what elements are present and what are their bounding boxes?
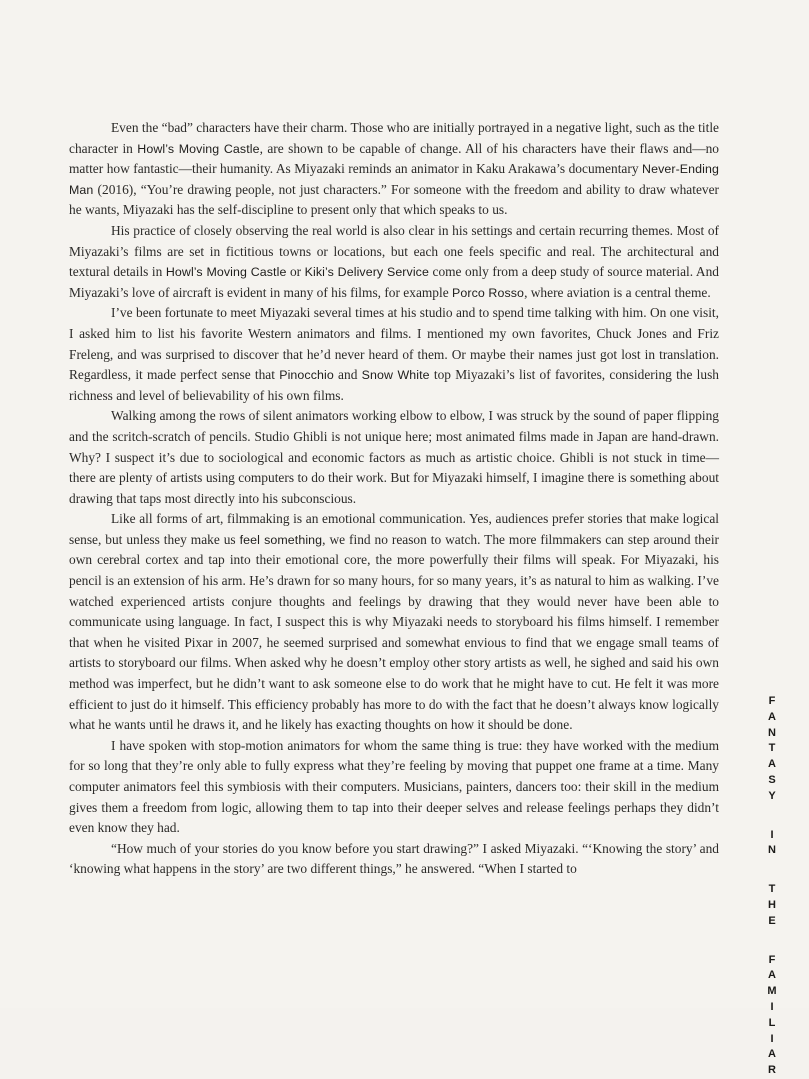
text-run: top Miyazaki’s list of favorites, considering the lush richness and level of believability of his own films.: [69, 367, 719, 403]
running-head: [755, 694, 789, 1077]
paragraph: [69, 736, 719, 839]
paragraph: [69, 839, 719, 880]
running-head-letter: F: [768, 695, 776, 707]
text-run: I have spoken with stop-motion animators for whom the same thing is true: they have worked with the medium for so long that they’re only able to fully express what they’re feeling by moving that puppet one frame at a time. Many computer animators feel this symbiosis with their computers. Musicians, painters, dancers too: their skill in the medium gives them a freedom from logic, allowing them to tap into their deeper selves and release feelings perhaps they didn’t even know they had.: [69, 737, 719, 836]
text-run: come only from a deep study of source material. And Miyazaki’s love of aircraft is evident in many of his films, for example: [69, 264, 719, 300]
body-text: [69, 118, 719, 880]
running-head-letter: L: [768, 1016, 776, 1029]
text-run: “How much of your stories do you know before you start drawing?” I asked Miyazaki. “‘Knowing the story’ and ‘knowing what happens in the story’ are two different things,” he answered. “When I started to: [69, 840, 719, 877]
running-head-letter: T: [768, 883, 776, 896]
text-run: and: [333, 367, 362, 383]
running-head-letter: A: [768, 1048, 776, 1061]
paragraph: [69, 221, 719, 303]
running-head-word: [768, 694, 776, 805]
work-title: Snow White: [361, 368, 430, 383]
running-head-letter: E: [768, 914, 776, 927]
text-run: or: [286, 264, 305, 280]
work-title: feel something: [239, 532, 323, 547]
running-head-letter: I: [770, 1000, 774, 1013]
text-run: , we find no reason to watch. The more filmmakers can step around their own cerebral cortex and tap into their emotional core, the more powerfully their films will speak. For Miyazaki, his pencil is an extension of his arm. He’s drawn for so many hours, for so many years, it’s as natural to him as walking. I’ve watched experienced artists conjure thoughts and feelings by drawing that they would never have been able to communicate using language. In fact, I suspect this is why Miyazaki needs to storyboard his films himself. I remember that when he visited Pixar in 2007, he seemed surprised and somewhat envious to find that we engage small teams of artists to storyboard our films. When asked why he doesn’t employ other story artists as well, he sighed and said his own method was imperfect, but he didn’t want to ask someone else to do work that he might have to cut. He felt it was more efficient to just do it himself. This efficiency probably has more to do with the fact that he doesn’t always know logically what he wants until he draws it, and he likely has exacting thoughts on how it should be done.: [69, 531, 720, 733]
running-head-letter: I: [770, 828, 774, 841]
running-head-letter: N: [768, 726, 776, 739]
running-head-letter: I: [770, 1032, 774, 1045]
paragraph: [69, 406, 719, 509]
running-head-word: [768, 882, 776, 929]
work-title: Howl’s Moving Castle: [137, 141, 260, 156]
paragraph: [69, 118, 719, 221]
running-head-letter: S: [768, 773, 776, 786]
text-run: I’ve been fortunate to meet Miyazaki several times at his studio and to spend time talking with him. On one visit, I asked him to list his favorite Western animators and films. I mentioned my own favorites, Chuck Jones and Friz Freleng, and was surprised to discover that he’d never heard of them. Or maybe their names just got lost in translation. Regardless, it made perfect sense that: [69, 305, 719, 383]
running-head-word: [767, 953, 776, 1079]
work-title: Kiki’s Delivery Service: [304, 265, 429, 280]
running-head-letter: A: [768, 758, 776, 771]
text-run: (2016), “You’re drawing people, not just characters.” For someone with the freedom and ability to draw whatever he wants, Miyazaki has the self-discipline to present only that which speaks to us.: [69, 181, 719, 218]
text-run: , are shown to be capable of change. All of his characters have their flaws and—no matter how fantastic—their humanity. As Miyazaki reminds an animator in Kaku Arakawa’s documentary: [69, 140, 719, 177]
paragraph: [69, 509, 719, 736]
work-title: Never-Ending Man: [69, 162, 719, 197]
text-run: Like all forms of art, filmmaking is an emotional communication. Yes, audiences prefer stories that make logical sense, but unless they make us: [69, 511, 719, 547]
running-head-letter: F: [768, 953, 776, 966]
text-run: Walking among the rows of silent animators working elbow to elbow, I was struck by the sound of paper flipping and the scritch-scratch of pencils. Studio Ghibli is not unique here; most animated films made in Japan are hand-drawn. Why? I suspect it’s due to sociological and economic factors as much as artistic choice. Ghibli is not stuck in time—there are plenty of artists using computers to do their work. But for Miyazaki himself, I imagine there is something about drawing that taps most directly into his subconscious.: [69, 408, 719, 506]
paragraph: [69, 303, 719, 406]
running-head-word: [768, 828, 776, 860]
text-run: His practice of closely observing the real world is also clear in his settings and certain recurring themes. Most of Miyazaki’s films are set in fictitious towns or locations, but each one feels specific and real. The architectural and textural details in: [69, 222, 719, 280]
running-head-letter: A: [768, 710, 776, 723]
text-run: Even the “bad” characters have their charm. Those who are initially portrayed in a negative light, such as the title character in: [69, 120, 719, 156]
work-title: Pinocchio: [279, 368, 334, 383]
running-head-letter: A: [768, 969, 776, 982]
running-head-letter: Y: [768, 789, 776, 802]
running-head-letter: H: [768, 898, 776, 911]
text-run: , where aviation is a central theme.: [524, 284, 711, 300]
running-head-letter: T: [768, 742, 776, 755]
running-head-letter: N: [768, 844, 776, 857]
running-head-letter: R: [768, 1064, 776, 1077]
work-title: Howl’s Moving Castle: [165, 265, 287, 280]
work-title: Porco Rosso: [452, 285, 525, 300]
running-head-letter: M: [767, 985, 777, 998]
